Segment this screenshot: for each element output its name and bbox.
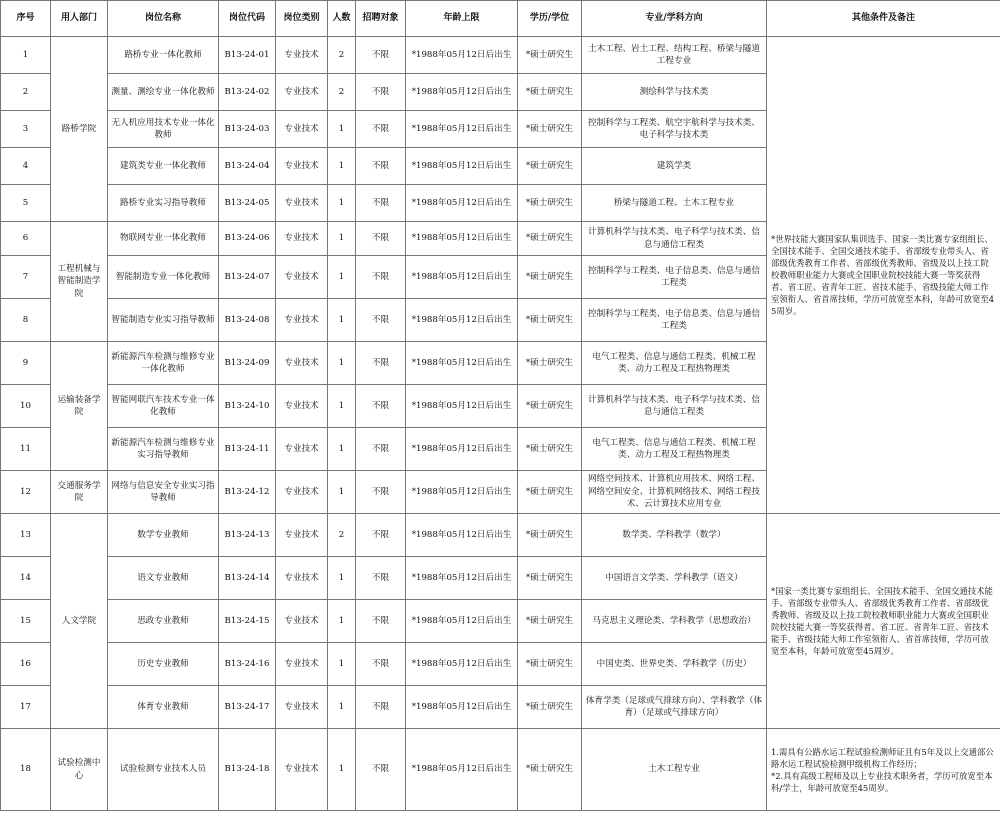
- row-number: 12: [1, 471, 51, 514]
- position-category: 专业技术: [276, 342, 328, 385]
- position-name: 智能制造专业实习指导教师: [108, 299, 219, 342]
- row-number: 2: [1, 74, 51, 111]
- row-number: 10: [1, 385, 51, 428]
- department-cell: 试验检测中心: [51, 729, 108, 811]
- headcount: 1: [328, 148, 356, 185]
- education: *硕士研究生: [518, 643, 582, 686]
- position-name: 测量、测绘专业一体化教师: [108, 74, 219, 111]
- education: *硕士研究生: [518, 299, 582, 342]
- position-name: 思政专业教师: [108, 600, 219, 643]
- education: *硕士研究生: [518, 256, 582, 299]
- position-category: 专业技术: [276, 729, 328, 811]
- major: 中国语言文学类、学科教学（语文）: [582, 557, 767, 600]
- position-category: 专业技术: [276, 428, 328, 471]
- position-code: B13-24-01: [219, 37, 276, 74]
- position-name: 无人机应用技术专业一体化教师: [108, 111, 219, 148]
- position-category: 专业技术: [276, 600, 328, 643]
- position-name: 数学专业教师: [108, 514, 219, 557]
- major: 控制科学与工程类、航空宇航科学与技术类、电子科学与技术类: [582, 111, 767, 148]
- row-number: 8: [1, 299, 51, 342]
- row-number: 1: [1, 37, 51, 74]
- headcount: 1: [328, 729, 356, 811]
- recruit-target: 不限: [356, 557, 406, 600]
- major: 土木工程专业: [582, 729, 767, 811]
- header-cell: 岗位类别: [276, 1, 328, 37]
- headcount: 1: [328, 557, 356, 600]
- recruit-target: 不限: [356, 428, 406, 471]
- education: *硕士研究生: [518, 222, 582, 256]
- age-limit: *1988年05月12日后出生: [406, 37, 518, 74]
- position-code: B13-24-18: [219, 729, 276, 811]
- major: 数学类、学科教学（数学）: [582, 514, 767, 557]
- headcount: 1: [328, 385, 356, 428]
- position-name: 新能源汽车检测与维修专业实习指导教师: [108, 428, 219, 471]
- major: 土木工程、岩土工程、结构工程、桥梁与隧道工程专业: [582, 37, 767, 74]
- recruit-target: 不限: [356, 686, 406, 729]
- major: 控制科学与工程类、电子信息类、信息与通信工程类: [582, 256, 767, 299]
- position-code: B13-24-16: [219, 643, 276, 686]
- position-code: B13-24-04: [219, 148, 276, 185]
- department-cell: 人文学院: [51, 514, 108, 729]
- row-number: 17: [1, 686, 51, 729]
- row-number: 16: [1, 643, 51, 686]
- remarks-cell: *国家一类比赛专家组组长、全国技术能手、全国交通技术能手、省部级专业带头人、省部级优秀教育工作者、省部级优秀教师、省级及以上技工院校教师职业能力大赛或全国职业院校技能大赛一等奖获得者、省工匠、省青年工匠、省技术能手、省级技能大师工作室领衔人、省首席技师，学历可放宽至本科，年龄可放宽至45周岁。: [767, 514, 1000, 729]
- header-cell: 岗位代码: [219, 1, 276, 37]
- major: 电气工程类、信息与通信工程类、机械工程类、动力工程及工程热物理类: [582, 342, 767, 385]
- header-cell: 招聘对象: [356, 1, 406, 37]
- education: *硕士研究生: [518, 471, 582, 514]
- row-number: 5: [1, 185, 51, 222]
- age-limit: *1988年05月12日后出生: [406, 299, 518, 342]
- position-category: 专业技术: [276, 557, 328, 600]
- remarks-cell: *世界技能大赛国家队集训选手、国家一类比赛专家组组长、全国技术能手、全国交通技术能手、省部级专业带头人、省部级优秀教育工作者、省部级优秀教师、省级及以上技工院校教师职业能力大赛或全国职业院校技能大赛一等奖获得者、省工匠、省青年工匠、省技术能手、省级技能大师工作室领衔人、省首席技师，学历可放宽至本科，年龄可放宽至45周岁。: [767, 37, 1000, 514]
- position-category: 专业技术: [276, 185, 328, 222]
- age-limit: *1988年05月12日后出生: [406, 514, 518, 557]
- position-category: 专业技术: [276, 385, 328, 428]
- position-code: B13-24-07: [219, 256, 276, 299]
- recruit-target: 不限: [356, 385, 406, 428]
- age-limit: *1988年05月12日后出生: [406, 185, 518, 222]
- major: 控制科学与工程类、电子信息类、信息与通信工程类: [582, 299, 767, 342]
- row-number: 13: [1, 514, 51, 557]
- position-category: 专业技术: [276, 74, 328, 111]
- row-number: 15: [1, 600, 51, 643]
- recruit-target: 不限: [356, 643, 406, 686]
- position-category: 专业技术: [276, 111, 328, 148]
- position-name: 体育专业教师: [108, 686, 219, 729]
- position-name: 新能源汽车检测与维修专业一体化教师: [108, 342, 219, 385]
- position-category: 专业技术: [276, 514, 328, 557]
- row-number: 4: [1, 148, 51, 185]
- row-number: 14: [1, 557, 51, 600]
- recruit-target: 不限: [356, 299, 406, 342]
- position-code: B13-24-06: [219, 222, 276, 256]
- position-code: B13-24-08: [219, 299, 276, 342]
- education: *硕士研究生: [518, 686, 582, 729]
- age-limit: *1988年05月12日后出生: [406, 74, 518, 111]
- major: 电气工程类、信息与通信工程类、机械工程类、动力工程及工程热物理类: [582, 428, 767, 471]
- age-limit: *1988年05月12日后出生: [406, 686, 518, 729]
- age-limit: *1988年05月12日后出生: [406, 729, 518, 811]
- header-cell: 用人部门: [51, 1, 108, 37]
- position-category: 专业技术: [276, 256, 328, 299]
- major: 网络空间技术、计算机应用技术、网络工程、网络空间安全、计算机网络技术、网络工程技术、云计算技术应用专业: [582, 471, 767, 514]
- remarks-cell: 1.需具有公路水运工程试验检测师证且有5年及以上交通部公路水运工程试验检测甲级机构工作经历； *2.具有高级工程师及以上专业技术职务者，学历可放宽至本科/学士，年龄可放宽至45周岁。: [767, 729, 1000, 811]
- recruit-target: 不限: [356, 74, 406, 111]
- education: *硕士研究生: [518, 111, 582, 148]
- header-cell: 其他条件及备注: [767, 1, 1000, 37]
- department-cell: 交通服务学院: [51, 471, 108, 514]
- headcount: 1: [328, 256, 356, 299]
- header-cell: 学历/学位: [518, 1, 582, 37]
- age-limit: *1988年05月12日后出生: [406, 643, 518, 686]
- position-code: B13-24-02: [219, 74, 276, 111]
- position-code: B13-24-17: [219, 686, 276, 729]
- table-row: [1, 37, 1000, 74]
- recruit-target: 不限: [356, 37, 406, 74]
- education: *硕士研究生: [518, 37, 582, 74]
- position-code: B13-24-09: [219, 342, 276, 385]
- recruit-target: 不限: [356, 471, 406, 514]
- department-cell: 运输装备学院: [51, 342, 108, 471]
- department-cell: 工程机械与智能制造学院: [51, 222, 108, 342]
- position-code: B13-24-05: [219, 185, 276, 222]
- position-name: 物联网专业一体化教师: [108, 222, 219, 256]
- major: 桥梁与隧道工程、土木工程专业: [582, 185, 767, 222]
- headcount: 2: [328, 514, 356, 557]
- age-limit: *1988年05月12日后出生: [406, 471, 518, 514]
- age-limit: *1988年05月12日后出生: [406, 342, 518, 385]
- row-number: 11: [1, 428, 51, 471]
- recruit-target: 不限: [356, 185, 406, 222]
- position-code: B13-24-11: [219, 428, 276, 471]
- major: 体育学类（足球或气排球方向）、学科教学（体育）（足球或气排球方向）: [582, 686, 767, 729]
- major: 中国史类、世界史类、学科教学（历史）: [582, 643, 767, 686]
- position-category: 专业技术: [276, 686, 328, 729]
- age-limit: *1988年05月12日后出生: [406, 385, 518, 428]
- row-number: 9: [1, 342, 51, 385]
- position-code: B13-24-13: [219, 514, 276, 557]
- age-limit: *1988年05月12日后出生: [406, 148, 518, 185]
- education: *硕士研究生: [518, 600, 582, 643]
- position-name: 网络与信息安全专业实习指导教师: [108, 471, 219, 514]
- position-code: B13-24-03: [219, 111, 276, 148]
- headcount: 1: [328, 222, 356, 256]
- position-name: 智能制造专业一体化教师: [108, 256, 219, 299]
- header-cell: 序号: [1, 1, 51, 37]
- headcount: 2: [328, 37, 356, 74]
- table-row: [1, 514, 1000, 557]
- row-number: 3: [1, 111, 51, 148]
- age-limit: *1988年05月12日后出生: [406, 256, 518, 299]
- headcount: 1: [328, 299, 356, 342]
- recruit-target: 不限: [356, 342, 406, 385]
- position-category: 专业技术: [276, 299, 328, 342]
- age-limit: *1988年05月12日后出生: [406, 600, 518, 643]
- age-limit: *1988年05月12日后出生: [406, 428, 518, 471]
- row-number: 7: [1, 256, 51, 299]
- headcount: 1: [328, 111, 356, 148]
- position-name: 路桥专业一体化教师: [108, 37, 219, 74]
- header-cell: 年龄上限: [406, 1, 518, 37]
- age-limit: *1988年05月12日后出生: [406, 557, 518, 600]
- age-limit: *1988年05月12日后出生: [406, 111, 518, 148]
- recruit-target: 不限: [356, 222, 406, 256]
- table-row: [1, 729, 1000, 811]
- position-category: 专业技术: [276, 643, 328, 686]
- row-number: 6: [1, 222, 51, 256]
- headcount: 2: [328, 74, 356, 111]
- position-code: B13-24-15: [219, 600, 276, 643]
- headcount: 1: [328, 643, 356, 686]
- position-code: B13-24-12: [219, 471, 276, 514]
- position-category: 专业技术: [276, 471, 328, 514]
- row-number: 18: [1, 729, 51, 811]
- headcount: 1: [328, 600, 356, 643]
- position-name: 路桥专业实习指导教师: [108, 185, 219, 222]
- education: *硕士研究生: [518, 148, 582, 185]
- position-code: B13-24-14: [219, 557, 276, 600]
- position-name: 智能网联汽车技术专业一体化教师: [108, 385, 219, 428]
- header-cell: 专业/学科方向: [582, 1, 767, 37]
- major: 马克思主义理论类、学科教学（思想政治）: [582, 600, 767, 643]
- position-name: 建筑类专业一体化教师: [108, 148, 219, 185]
- recruit-target: 不限: [356, 111, 406, 148]
- education: *硕士研究生: [518, 557, 582, 600]
- position-category: 专业技术: [276, 222, 328, 256]
- header-cell: 岗位名称: [108, 1, 219, 37]
- recruit-target: 不限: [356, 148, 406, 185]
- position-name: 试验检测专业技术人员: [108, 729, 219, 811]
- position-category: 专业技术: [276, 148, 328, 185]
- education: *硕士研究生: [518, 342, 582, 385]
- position-category: 专业技术: [276, 37, 328, 74]
- major: 建筑学类: [582, 148, 767, 185]
- department-cell: 路桥学院: [51, 37, 108, 222]
- education: *硕士研究生: [518, 428, 582, 471]
- recruit-target: 不限: [356, 514, 406, 557]
- recruit-target: 不限: [356, 600, 406, 643]
- header-cell: 人数: [328, 1, 356, 37]
- major: 计算机科学与技术类、电子科学与技术类、信息与通信工程类: [582, 222, 767, 256]
- headcount: 1: [328, 471, 356, 514]
- education: *硕士研究生: [518, 729, 582, 811]
- education: *硕士研究生: [518, 514, 582, 557]
- education: *硕士研究生: [518, 185, 582, 222]
- major: 计算机科学与技术类、电子科学与技术类、信息与通信工程类: [582, 385, 767, 428]
- recruit-target: 不限: [356, 256, 406, 299]
- position-name: 语文专业教师: [108, 557, 219, 600]
- education: *硕士研究生: [518, 385, 582, 428]
- headcount: 1: [328, 686, 356, 729]
- position-name: 历史专业教师: [108, 643, 219, 686]
- headcount: 1: [328, 428, 356, 471]
- major: 测绘科学与技术类: [582, 74, 767, 111]
- table-header-row: [1, 1, 1000, 37]
- position-code: B13-24-10: [219, 385, 276, 428]
- recruit-target: 不限: [356, 729, 406, 811]
- headcount: 1: [328, 185, 356, 222]
- age-limit: *1988年05月12日后出生: [406, 222, 518, 256]
- education: *硕士研究生: [518, 74, 582, 111]
- headcount: 1: [328, 342, 356, 385]
